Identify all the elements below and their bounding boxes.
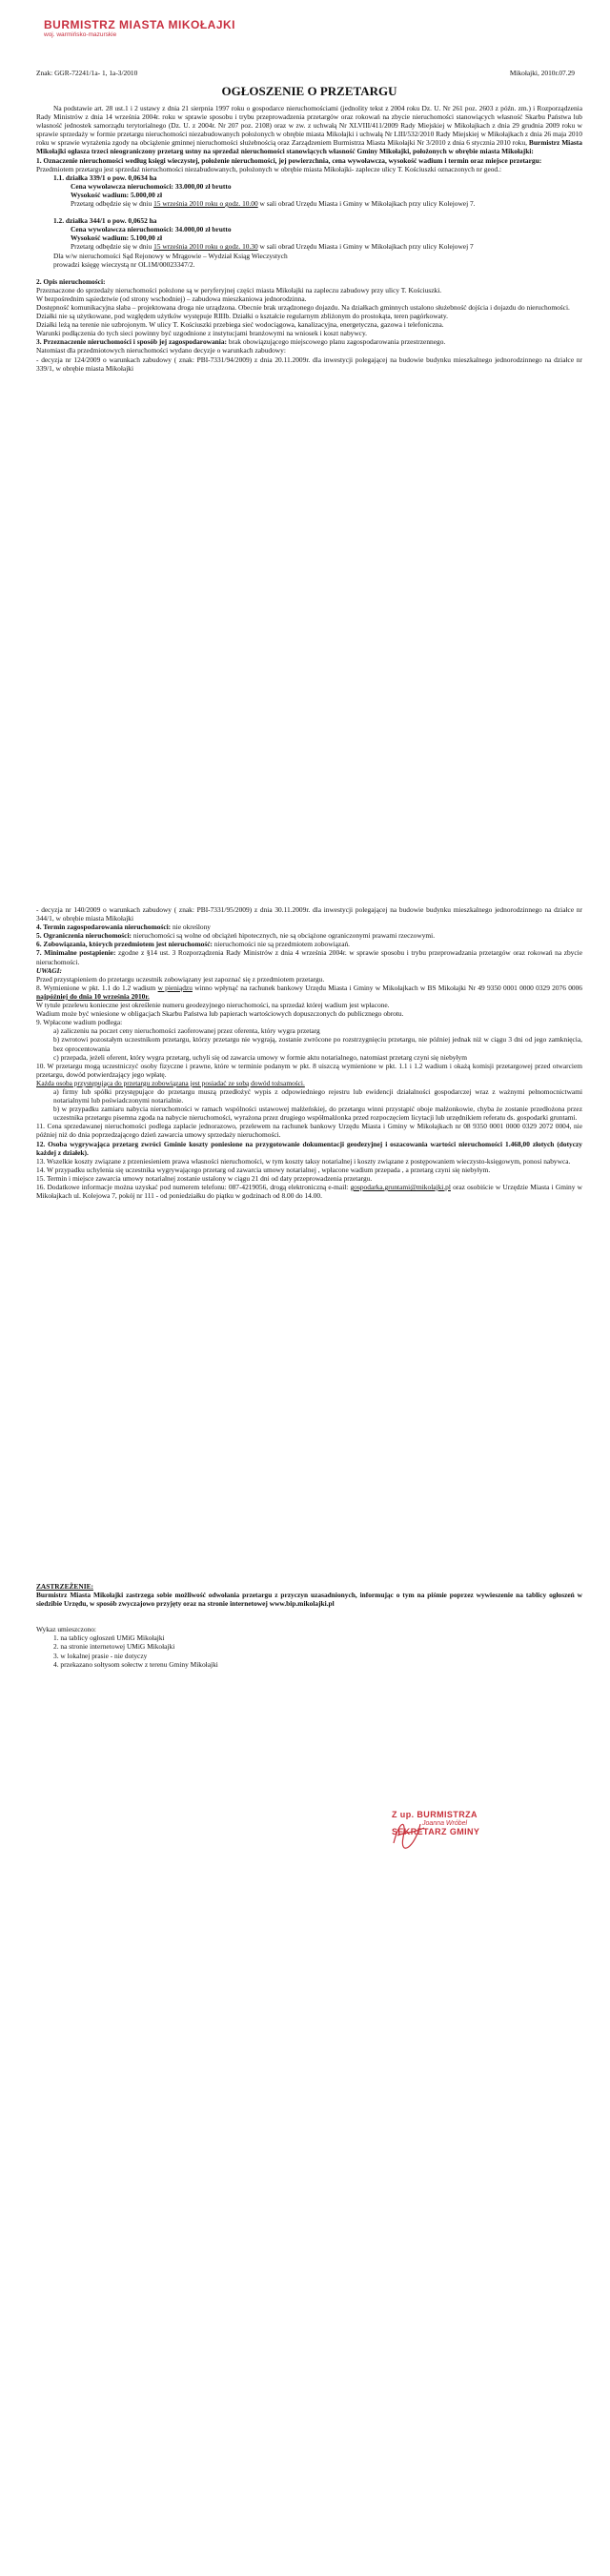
posting-list-item: 3. w lokalnej prasie - nie dotyczy — [53, 1651, 148, 1660]
lot-1-deposit: Wysokość wadium: 5.000,00 zł — [71, 190, 163, 199]
section-3-paragraph-3: - decyzja nr 124/2009 o warunkach zabudowy ( znak: PBI-7331/94/2009) z dnia 20.11.2009r. dla inwestycji polegającej na budowie budynku mieszkalnego jednorodzinnego na działce nr 339/1, w obrębie miasta Mikołajki — [36, 355, 582, 373]
lot-2-date-suffix: w sali obrad Urzędu Miasta i Gminy w Mikołajkach przy ulicy Kolejowej 7 — [257, 242, 474, 252]
section-2-paragraph-2: W bezpośrednim sąsiedztwie (od strony wschodniej) – zabudowa mieszkaniowa jednorodzinna. — [36, 294, 307, 303]
section-9-heading: 9. Wpłacone wadium podlega: — [36, 1018, 123, 1027]
section-2-paragraph-5: Działki leżą na terenie nie uzbrojonym. W ulicy T. Kościuszki przebiega sieć wodociągowa, kanalizacyjna, energetyczna, gazowa i telefoniczna. — [36, 320, 444, 330]
section-3-paragraph-2: Natomiast dla przedmiotowych nieruchomości wydano decyzje o warunkach zabudowy: — [36, 346, 286, 355]
reservation-heading: ZASTRZEŻENIE: — [36, 1582, 93, 1591]
lot-1-title: 1.1. działka 339/1 o pow. 0,0634 ha — [53, 172, 157, 182]
land-register-line-2: prowadzi księgę wieczystą nr OL1M/00023347/2. — [53, 259, 195, 269]
section-1-heading: 1. Oznaczenie nieruchomości według księgi wieczystej, położenie nieruchomości, jej powierzchnia, cena wywoławcza, wysokość wadium i termin oraz miejsce przetargu: — [36, 155, 542, 165]
section-2-paragraph-1: Przeznaczone do sprzedaży nieruchomości położone są w peryferyjnej części miasta Mikołajki na zapleczu zabudowy przy ulicy T. Kościuszki. — [36, 285, 442, 294]
section-11: 11. Cena sprzedawanej nieruchomości podlega zapłacie jednorazowo, przelewem na rachunek bankowy Urzędu Miasta i Gminy w Mikołajkach nr 08 9350 0001 0000 0329 2072 0004, nie później niż do dnia poprzedzającego dzień zawarcia umowy sprzedaży nieruchomości. — [36, 1122, 582, 1140]
section-3-text: brak obowiązującego miejscowego planu zagospodarowania przestrzennego. — [227, 337, 446, 347]
posting-list-item: 4. przekazano sołtysom sołectw z terenu Gminy Mikołajki — [53, 1659, 218, 1669]
closing-section — [36, 1582, 582, 1669]
posting-list-item: 2. na stronie internetowej UMiG Mikołajki — [53, 1642, 175, 1652]
lot-1-price: Cena wywoławcza nieruchomości: 33.000,00 zł brutto — [71, 181, 232, 191]
section-16 — [36, 1183, 582, 1200]
remarks-text: Przed przystąpieniem do przetargu uczestnik zobowiązany jest zapoznać się z przedmiotem przetargu. — [36, 974, 325, 984]
lot-2-title: 1.2. działka 344/1 o pow. 0,0652 ha — [53, 216, 157, 226]
signature-line-1: Z up. BURMISTRZA — [392, 1810, 478, 1819]
signature-title: SEKRETARZ GMINY — [392, 1827, 480, 1837]
lot-1-date-underlined: 15 września 2010 roku o godz. 10.00 — [153, 199, 258, 209]
signature-name: Joanna Wróbel — [422, 1820, 468, 1828]
page-title: OGŁOSZENIE O PRZETARGU — [221, 84, 397, 98]
decision-paragraph: - decyzja nr 140/2009 o warunkach zabudowy ( znak: PBI-7331/95/2009) z dnia 30.11.2009r. dla inwestycji polegającej na budowie budynku mieszkalnego jednorodzinnego na działce nr 344/1, w obrębie miasta Mikołajki — [36, 905, 582, 923]
section-5-heading: 5. Ograniczenia nieruchomości: — [36, 931, 132, 941]
section-10: 10. W przetargu mogą uczestniczyć osoby fizyczne i prawne, które w terminie podanym w pkt. 8 uiszczą wymienione w pkt. 1.1 i 1.2 wadium i okażą komisji przetargowej przed otwarciem przetargu, dowód potwierdzający jego wpłatę. — [36, 1061, 582, 1079]
lot-2-date-prefix: Przetarg odbędzie się w dniu — [71, 242, 154, 252]
section-14: 14. W przypadku uchylenia się uczestnika wygrywającego przetarg od zawarcia umowy notarialnej , wpłacone wadium przepada , a przetarg czyni się niebyłym. — [36, 1165, 491, 1174]
document-page-3 — [36, 1372, 582, 2564]
announcement-body — [36, 104, 582, 373]
intro-bold-text: Burmistrz Miasta Mikołajki ogłasza trzeci nieograniczony przetarg ustny na sprzedaż nieruchomości stanowiących własność Gminy Mikołajki, położonych w obrębie miasta Mikołajki: — [36, 138, 582, 156]
section-2-heading: 2. Opis nieruchomości: — [36, 276, 106, 286]
section-6 — [36, 940, 582, 948]
stamp-title: BURMISTRZ MIASTA MIKOŁAJKI — [44, 18, 235, 31]
spacer — [36, 1616, 582, 1625]
section-4-text: nie określony — [171, 923, 211, 932]
intro-paragraph — [36, 104, 582, 156]
lot-2-deposit: Wysokość wadium: 5.100,00 zł — [71, 233, 163, 243]
section-5-text: nieruchomości są wolne od obciążeń hipotecznych, nie są obciążone ograniczonymi prawami rzeczowymi. — [131, 931, 436, 941]
section-9-item-c: c) przepada, jeżeli oferent, który wygra przetarg, uchyli się od zawarcia umowy w formie aktu notarialnego, natomiast przetarg czyni się niebyłym — [53, 1052, 467, 1062]
section-16-prefix: 16. Dodatkowe informacje można uzyskać pod numerem telefonu: 087-4219056, drogą elektroniczną e-mail: — [36, 1183, 351, 1191]
lot-2-date-underlined: 15 września 2010 roku o godz. 10.30 — [153, 242, 258, 252]
posting-list-item: 1. na tablicy ogłoszeń UMiG Mikołajki — [53, 1633, 165, 1643]
section-10-item-a: a) firmy lub spółki przystępujące do przetargu muszą przedłożyć wypis z odpowiedniego rejestru lub ewidencji działalności gospodarczej wraz z ważnymi pełnomocnictwami notarialnymi lub poświadczonymi notarialnie. — [53, 1086, 582, 1105]
section-8-paragraph-3: Wadium może być wniesione w obligacjach Skarbu Państwa lub papierach wartościowych dopuszczonych do publicznego obrotu. — [36, 1009, 404, 1019]
section-8 — [36, 984, 582, 1001]
official-signature-stamp — [392, 1811, 544, 1862]
section-3-paragraph — [36, 337, 582, 346]
stamp-subtitle: woj. warmińsko-mazurskie — [44, 31, 117, 38]
section-6-text: nieruchomości nie są przedmiotem zobowiązań. — [212, 940, 351, 949]
section-4-heading: 4. Termin zagospodarowania nieruchomości: — [36, 923, 172, 932]
section-9-item-a: a) zaliczeniu na poczet ceny nieruchomości zaoferowanej przez oferenta, który wygra przetarg — [53, 1026, 320, 1036]
section-16-suffix: oraz osobiście w Urzędzie Miasta i Gminy w Mikołajkach ul. Kolejowa 7, pokój nr 111 - od poniedziałku do piątku w godzinach od 8.00 do 14.00. — [36, 1183, 582, 1201]
document-page-2 — [36, 896, 582, 1391]
section-8-prefix: 8. Wymienione w pkt. 1.1 do 1.2 wadium — [36, 983, 158, 992]
section-7-heading: 7. Minimalne postąpienie: — [36, 948, 116, 958]
section-2-paragraph-4: Działki nie są użytkowane, pod względem użytków występuje RIIIb. Działki o kształcie regularnym zbliżonym do prostokąta, teren pagórkowaty. — [36, 312, 448, 321]
spacer — [36, 1608, 582, 1616]
intro-text: Na podstawie art. 28 ust.1 i 2 ustawy z dnia 21 sierpnia 1997 roku o gospodarce nieruchomościami (jednolity tekst z 2004 roku Dz. U. Nr 261 poz. 2603 z późn. zm.) i Rozporządzenia Rady Ministrów z dnia 14 września 2004r. roku w sprawie sposobu i trybu przeprowadzenia przetargów oraz rokowań na zbycie nieruchomości stanowiących własność Skarbu Państwa lub własność jednostek samorządu terytorialnego (Dz. U. z 2004r. Nr 207 poz. 2108) oraz w zw. z uchwałą Nr XLVIII/411/2009 Rady Miejskiej w Mikołajkach z dnia 29 grudnia 2009 roku w sprawie sprzedaży w formie przetargu nieruchomości niezabudowanych położonych w obrębie miasta Mikołajki i uchwałą Nr LIII/532/2010 Rady Miejskiej w Mikołajkach z dnia 26 maja 2010 roku w sprawie wyrażenia zgody na obciążenie gminnej nieruchomości służebnością oraz Zarządzeniem Burmistrza Miasta Mikołajki Nr 3/2010 z dnia 6 stycznia 2010 roku, — [36, 104, 582, 148]
lot-1-date-prefix: Przetarg odbędzie się w dniu — [71, 199, 154, 209]
document-page-1 — [36, 8, 582, 913]
contact-email-link[interactable]: gospodarka.gruntami@mikolajki.pl — [350, 1183, 451, 1191]
section-13: 13. Wszelkie koszty związane z przeniesieniem prawa własności nieruchomości, w tym koszty taksy notarialnej i koszty związane z postępowaniem wieczysto-księgowym, ponosi nabywca. — [36, 1156, 571, 1166]
section-8-paragraph-2: W tytule przelewu konieczne jest określenie numeru geodezyjnego nieruchomości, na sprzedaż której wadium jest wpłacone. — [36, 1001, 390, 1010]
section-5 — [36, 931, 582, 940]
section-15: 15. Termin i miejsce zawarcia umowy notarialnej zostanie ustalony w ciągu 21 dni od daty przeprowadzenia przetargu. — [36, 1173, 373, 1183]
section-8-underlined-1: w pieniądzu — [157, 983, 193, 992]
remarks-heading: UWAGI: — [36, 965, 62, 975]
section-4 — [36, 923, 582, 931]
section-8-deadline: najpóźniej do dnia 10 września 2010r. — [36, 991, 150, 1001]
section-7 — [36, 948, 582, 965]
section-12: 12. Osoba wygrywająca przetarg zwróci Gminie koszty poniesione na przygotowanie dokumentacji geodezyjnej i oszacowania wartości nieruchomości 1.468,00 złotych (dotyczy każdej z działek). — [36, 1139, 582, 1157]
section-6-heading: 6. Zobowiązania, których przedmiotem jest nieruchomość: — [36, 940, 213, 949]
announcement-body-continued — [36, 905, 582, 1200]
section-10-underlined: Każda osoba przystępująca do przetargu zobowiązana jest posiadać ze sobą dowód tożsamości. — [36, 1078, 305, 1087]
spacer — [36, 269, 582, 277]
lot-1-date — [71, 199, 582, 208]
section-10-item-b: b) w przypadku zamiaru nabycia nieruchomości w ramach wspólności ustawowej małżeńskiej, do przetargu winni przystąpić oboje małżonkowie, chyba że zostanie przedłożona przez uczestnika przetargu pisemna zgoda na nabycie nieruchomości, wyrażona przez drugiego współmałżonka przed rozpoczęciem licytacji lub urzędnikiem referatu ds. gospodarki gruntami. — [53, 1105, 582, 1123]
place-date: Mikołajki, 2010r.07.29 — [509, 69, 575, 77]
section-9-item-b: b) zwrotowi pozostałym uczestnikom przetargu, którzy przetargu nie wygrają, zostanie zwrócone po rozstrzygnięciu przetargu, nie później jednak niż w ciągu 3 dni od jego zamknięcia, bez oprocentowania — [53, 1035, 582, 1053]
posting-list-heading: Wykaz umieszczono: — [36, 1625, 96, 1634]
section-7-text: zgodne z §14 ust. 3 Rozporządzenia Rady Ministrów z dnia 4 września 2004r. w sprawie sposobu i trybu przeprowadzania przetargów oraz rokowań na zbycie nieruchomości. — [36, 948, 582, 966]
lot-2-price: Cena wywoławcza nieruchomości: 34.000,00 zł brutto — [71, 225, 232, 234]
signature-reference: Znak: GGR-72241/1a- 1, 1a-3/2010 — [36, 69, 138, 77]
section-8-middle: winno wpłynąć na rachunek bankowy Urzędu Miasta i Gminy w Mikołajkach w BS Mikołajki Nr 49 9350 0001 0000 0329 2076 0006 — [192, 983, 582, 992]
section-3-heading: 3. Przeznaczenie nieruchomości i sposób jej zagospodarowania: — [36, 337, 228, 347]
lot-1-date-suffix: w sali obrad Urzędu Miasta i Gminy w Mikołajkach przy ulicy Kolejowej 7. — [257, 199, 476, 209]
reservation-text: Burmistrz Miasta Mikołajki zastrzega sobie możliwość odwołania przetargu z przyczyn uzasadnionych, informując o tym na piśmie poprzez wywieszenie na tablicy ogłoszeń w siedzibie Urzędu, w sposób zwyczajowo przyjęty oraz na stronie internetowej www.bip.mikolajki.pl — [36, 1591, 582, 1609]
land-register-line-1: Dla w/w nieruchomości Sąd Rejonowy w Mrągowie – Wydział Ksiąg Wieczystych — [53, 251, 288, 260]
section-1-text: Przedmiotem przetargu jest sprzedaż nieruchomości niezabudowanych, położonych w obrębie miasta Mikołajki- zaplecze ulicy T. Kościuszki oznaczonych nr geod.: — [36, 164, 502, 173]
lot-2-date — [71, 242, 582, 251]
signature-scribble-icon — [390, 1815, 428, 1853]
office-stamp — [44, 19, 235, 39]
spacer — [36, 208, 582, 216]
section-2-paragraph-3: Dostępność komunikacyjna słaba – projektowana droga nie urządzona. Obecnie brak urządzonego dojazdu. Na działkach gminnych ustalono służebność dojścia i dojazdu do nieruchomości. — [36, 302, 570, 312]
section-2-paragraph-6: Warunki podłączenia do tych sieci powinny być uzgodnione z instytucjami branżowymi na wniosek i koszt nabywcy. — [36, 329, 368, 338]
